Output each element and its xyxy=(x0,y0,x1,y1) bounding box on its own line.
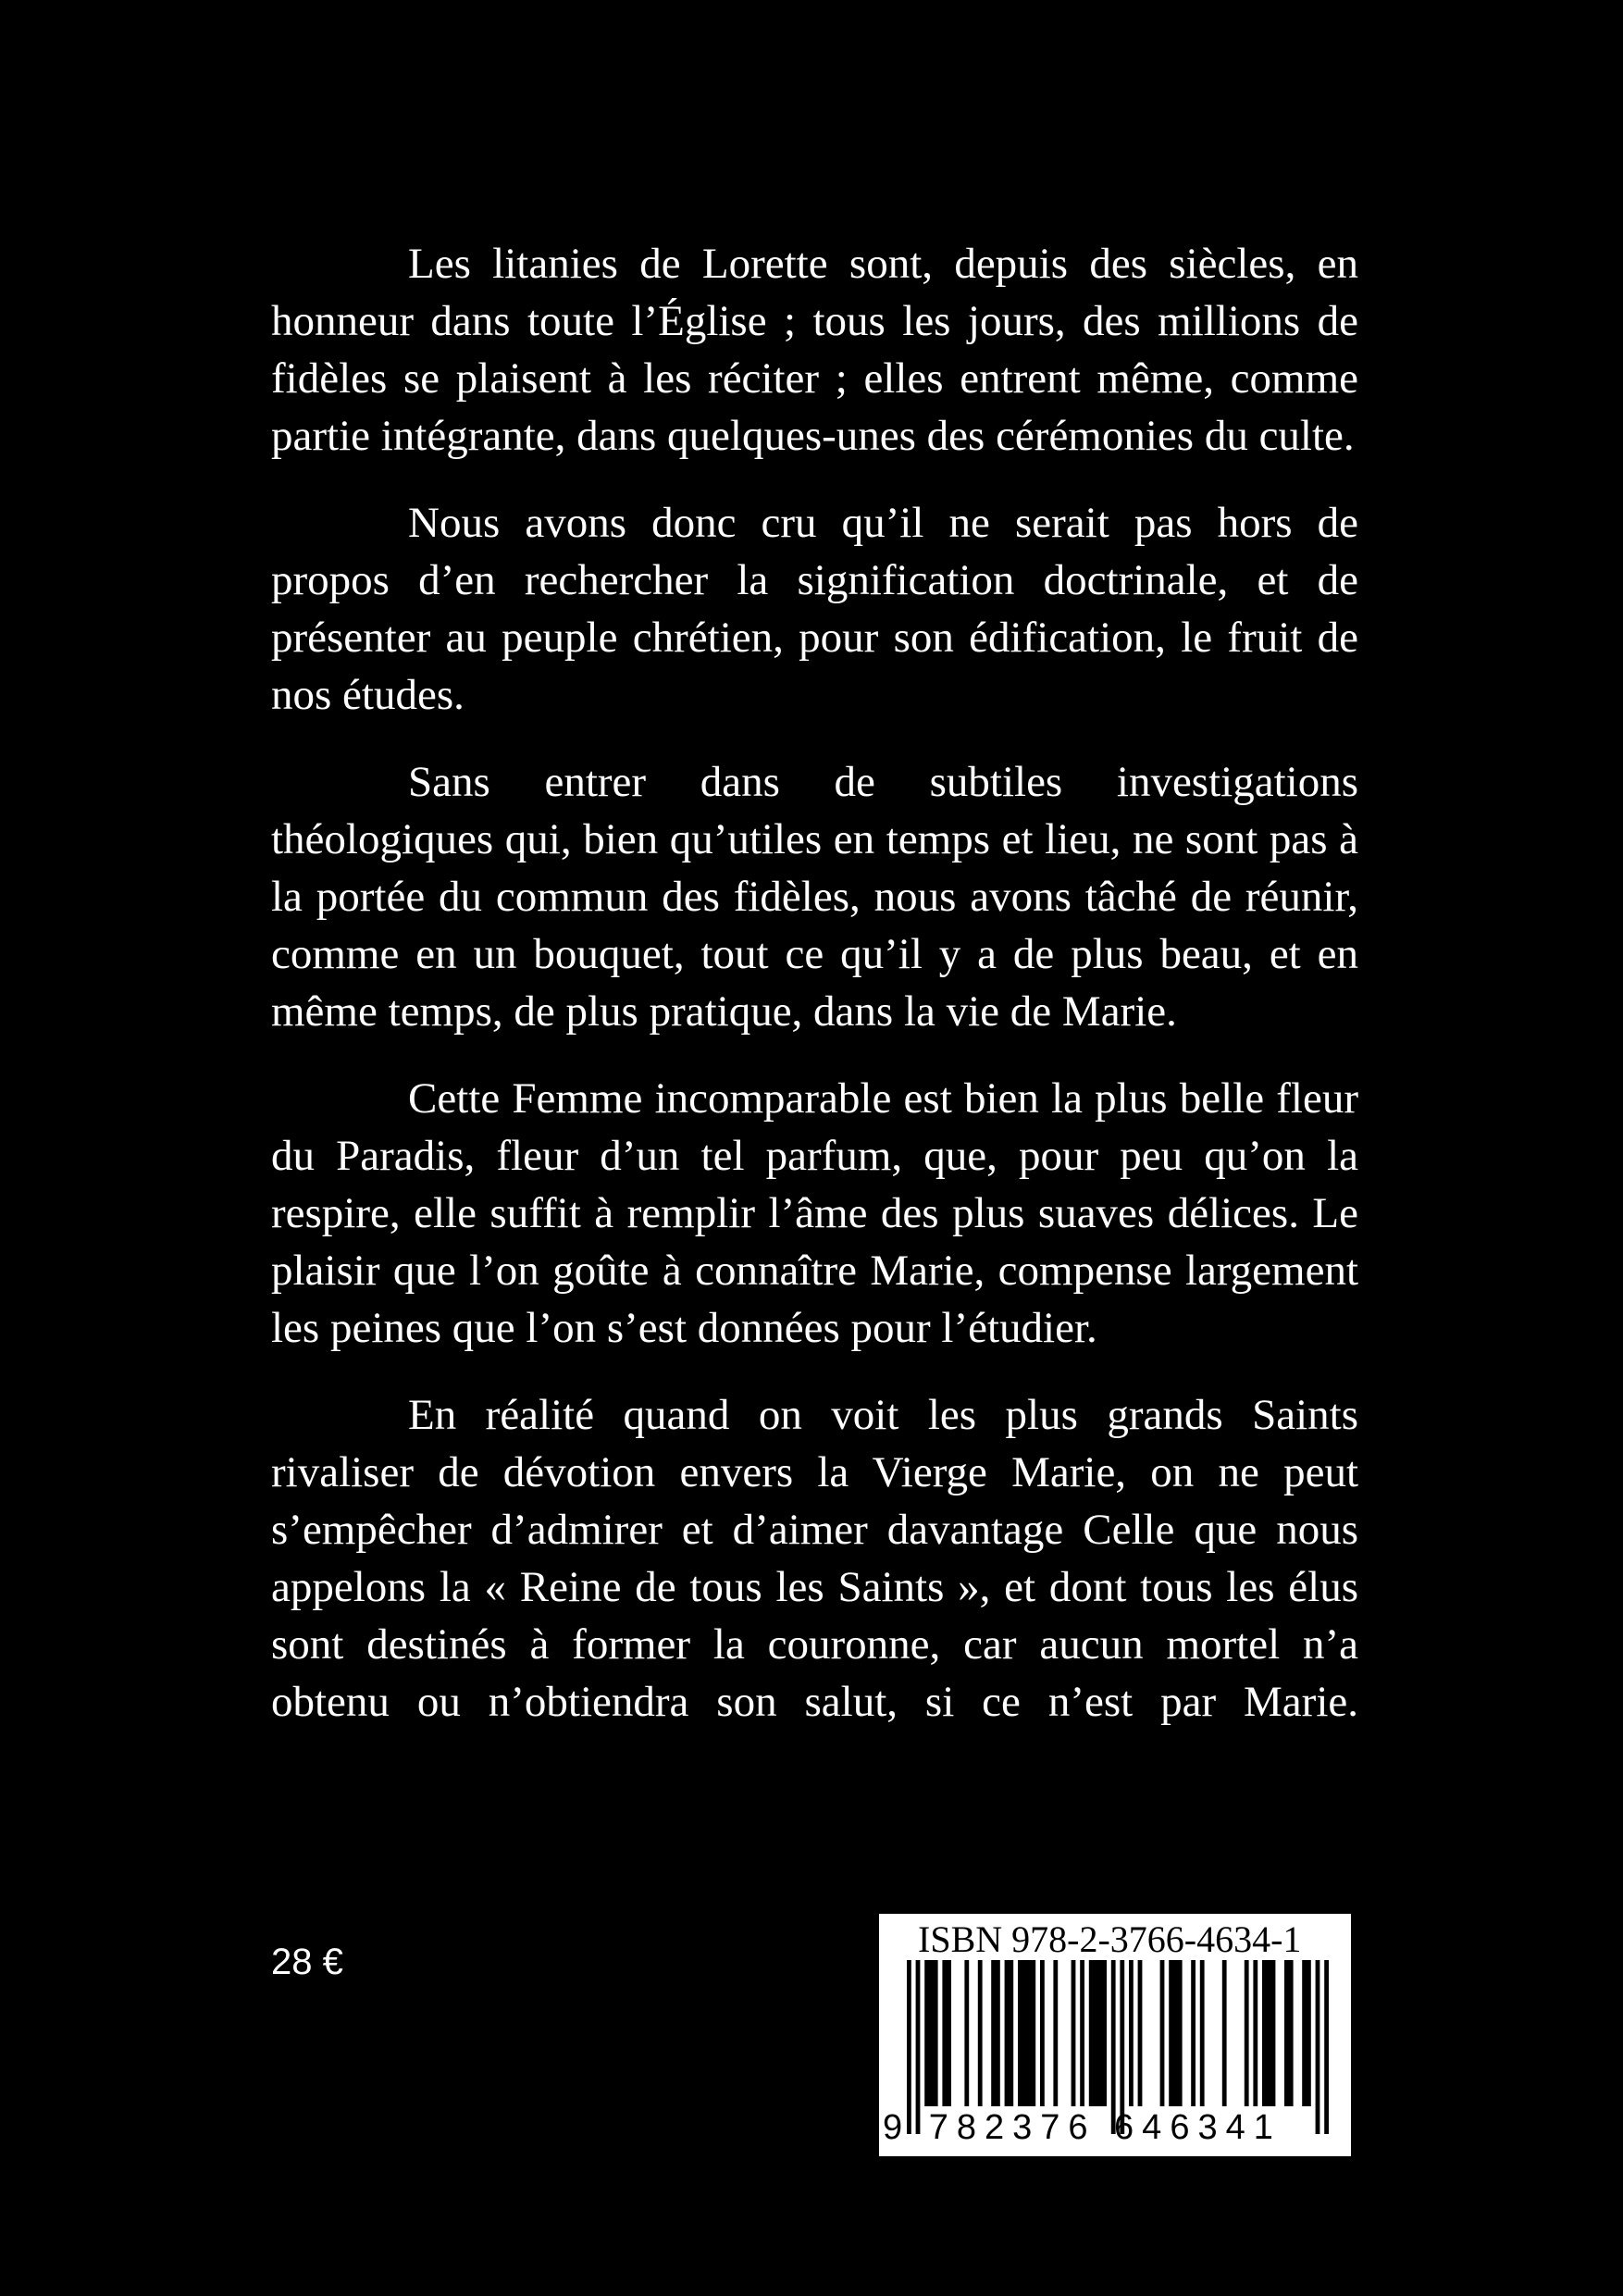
barcode-bar xyxy=(1262,1960,1275,2106)
barcode-bar xyxy=(1072,1960,1076,2106)
barcode-bar xyxy=(991,1960,1000,2106)
barcode-bar xyxy=(964,1960,969,2106)
barcode-bar xyxy=(1089,1960,1107,2106)
barcode-bar xyxy=(1018,1960,1035,2106)
barcode-guard-bar xyxy=(1316,1960,1320,2134)
barcode-bar xyxy=(924,1960,937,2106)
barcode-bar xyxy=(1245,1960,1249,2106)
barcode-bar xyxy=(1200,1960,1205,2106)
barcode-bar xyxy=(1253,1960,1258,2106)
blurb-paragraph-1: Les litanies de Lorette sont, depuis des siècles, en honneur dans toute l’Église ; tous les jours, des millions de fidèles se plaisent à les réciter ; elles entrent même, comme partie intégrante, dans quelques-unes des cérémonies du culte. xyxy=(271,240,1358,460)
blurb-paragraph-2: Nous avons donc cru qu’il ne serait pas hors de propos d’en rechercher la signification doctrinale, et de présenter au peuple chrétien, pour son édification, le fruit de nos études. xyxy=(271,499,1358,719)
barcode-bar xyxy=(1040,1960,1045,2106)
barcode-bar xyxy=(1169,1960,1182,2106)
blurb-paragraph-5: En réalité quand on voit les plus grands Saints rivaliser de dévotion envers la Vierge Marie, on ne peut s’empêcher d’admirer et d’aimer davantage Celle que nous appelons la « Reine de tous les Saints », et dont tous les élus sont destinés à former la couronne, car aucun mortel n’a obtenu ou n’obtiendra son salut, si ce n’est par Marie. xyxy=(271,1391,1358,1726)
blurb-paragraph-4: Cette Femme incomparable est bien la plus belle fleur du Paradis, fleur d’un tel parfum, que, pour peu qu’on la respire, elle suffit à remplir l’âme des plus suaves délices. Le plaisir que l’on goûte à connaître Marie, compense largement les peines que l’on s’est données pour l’étudier. xyxy=(271,1074,1358,1352)
barcode-bar xyxy=(1160,1960,1165,2106)
blurb-paragraph-3: Sans entrer dans de subtiles investigations théologiques qui, bien qu’utiles en temps et lieu, ne sont pas à la portée du commun des fidèles, nous avons tâché de réunir, comme en un bouquet, tout ce qu’il y a de plus beau, et en même temps, de plus pratique, dans la vie de Marie. xyxy=(271,758,1358,1036)
barcode-bar xyxy=(1080,1960,1084,2106)
isbn-label: ISBN 978-2-3766-4634-1 xyxy=(918,1918,1302,1960)
barcode-bar xyxy=(1302,1960,1311,2106)
barcode-guard-bar xyxy=(1324,1960,1329,2134)
barcode-bar xyxy=(1191,1960,1196,2106)
barcode-bar xyxy=(1284,1960,1294,2106)
isbn-barcode xyxy=(879,1914,1351,2156)
barcode-bar xyxy=(978,1960,983,2106)
barcode-bar xyxy=(1005,1960,1014,2106)
barcode-bar xyxy=(1138,1960,1143,2106)
barcode-bar xyxy=(1222,1960,1227,2106)
barcode-bar xyxy=(1129,1960,1134,2106)
barcode-digits: 9 782376 646341 xyxy=(883,2108,1282,2147)
barcode-bar xyxy=(942,1960,951,2106)
barcode-bar xyxy=(1053,1960,1058,2106)
blurb-text xyxy=(271,235,1358,1760)
price-label: 28 € xyxy=(271,1942,343,1982)
